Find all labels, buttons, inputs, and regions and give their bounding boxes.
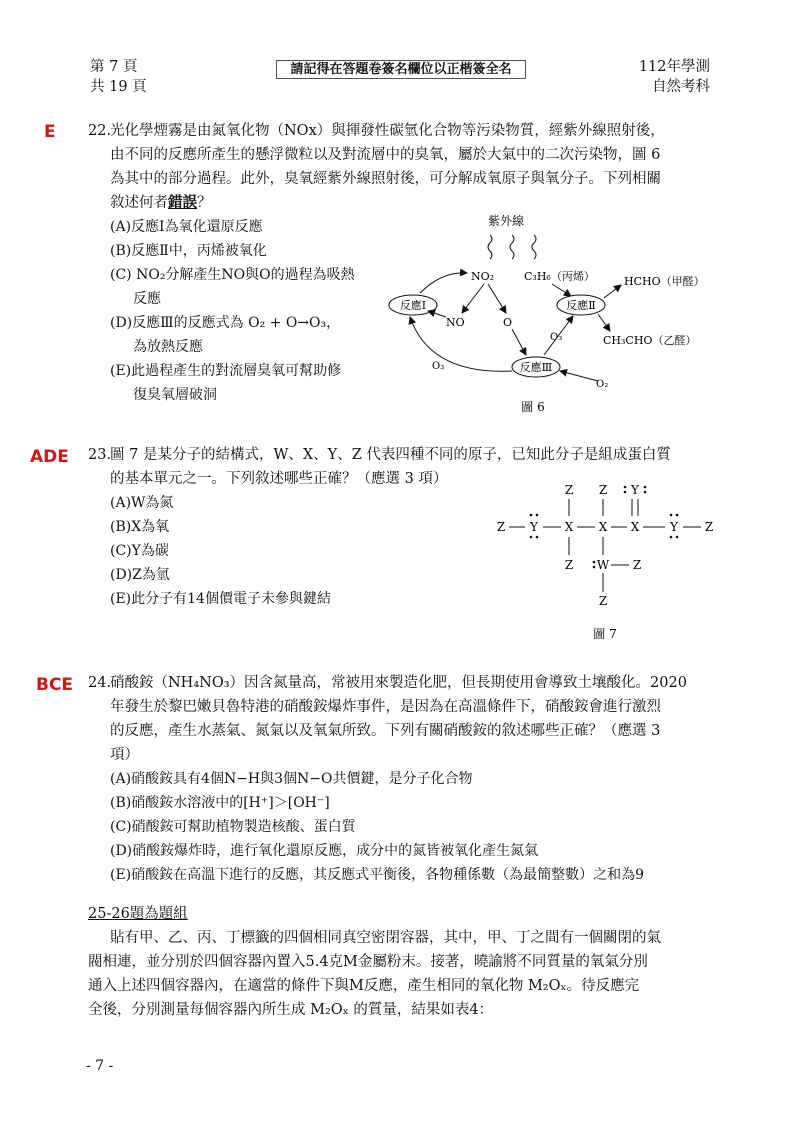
w-atom: W [596, 558, 610, 572]
page-number: 第 7 頁 [90, 59, 138, 75]
q22-stem-2: 由不同的反應所產生的懸浮微粒以及對流層中的臭氧，屬於大氣中的二次污染物，圖 6 [110, 147, 661, 163]
hcho-label: HCHO（甲醛） [624, 275, 705, 288]
x-2: X [598, 520, 608, 534]
q24-stem-4: 項） [110, 747, 139, 763]
group-title: 25-26題為題組 [88, 906, 188, 922]
uv-label: 紫外線 [488, 214, 525, 228]
q23-option-c: (C)Y為碳 [110, 543, 169, 559]
o-label: O [503, 316, 513, 329]
q24-stem-2: 年發生於黎巴嫩貝魯特港的硝酸銨爆炸事件，是因為在高溫條件下，硝酸銨會進行激烈 [110, 699, 661, 715]
q22-option-b: (B)反應Ⅱ中，丙烯被氧化 [110, 243, 267, 259]
q22-option-c-cont: 反應 [133, 291, 161, 307]
arrow-r2-to-acetaldehyde [598, 314, 610, 331]
reaction-3-label: 反應Ⅲ [519, 361, 553, 374]
reaction-1-label: 反應Ⅰ [399, 299, 427, 312]
propene-label: C₃H₆（丙烯） [524, 270, 595, 283]
y-right: Y [670, 520, 678, 534]
q22-option-c: (C) NO₂分解產生NO與O的過程為吸熱 [110, 267, 355, 283]
q24-stem-3: 的反應，產生水蒸氣、氮氣以及氧氣所致。下列有關硝酸銨的敘述哪些正確？（應選 3 [110, 723, 661, 739]
exam-year: 112年學測 [638, 59, 710, 75]
page-footer: - 7 - [86, 1058, 114, 1074]
answer-q23: ADE [30, 447, 69, 467]
q24-option-d: (D)硝酸銨爆炸時，進行氧化還原反應，成分中的氮皆被氧化產生氮氣 [110, 843, 539, 859]
z-bottom-1: Z [564, 558, 574, 572]
subject: 自然考科 [652, 79, 710, 95]
arrow-no2-to-no [462, 284, 484, 313]
y-left: Y [530, 520, 538, 534]
answer-q22: E [44, 122, 56, 142]
group-line-4: 全後，分別測量每個容器內所生成 M₂Oₓ 的質量，結果如表4： [88, 1002, 494, 1018]
q23-number: 23. [88, 447, 112, 463]
z-left: Z [496, 520, 506, 534]
arrow-r3-to-r2 [544, 316, 573, 355]
arrow-o-to-r3 [512, 329, 526, 355]
arrow-r2-to-hcho [604, 285, 621, 298]
acetaldehyde-label: CH₃CHO（乙醛） [603, 334, 697, 347]
o3-upper-label: O₃ [550, 332, 563, 343]
arrow-r1-to-no2 [420, 273, 467, 293]
o2-label: O₂ [596, 379, 609, 390]
z-w-right: Z [632, 558, 642, 572]
y-top: Y [631, 483, 639, 497]
q24-option-e: (E)硝酸銨在高溫下進行的反應，其反應式平衡後，各物種係數（為最簡整數）之和為9 [110, 867, 645, 883]
emphasis-wrong: 錯誤 [168, 194, 197, 211]
arrow-no-to-r1 [428, 311, 446, 317]
q22-number: 22. [88, 123, 112, 139]
q23-stem-1: 圖 7 是某分子的結構式，W、X、Y、Z 代表四種不同的原子，已知此分子是組成蛋白質 [110, 447, 671, 463]
q24-option-b: (B)硝酸銨水溶液中的[H⁺]＞[OH⁻] [110, 795, 330, 811]
q24-stem-1: 硝酸銨（NH₄NO₃）因含氮量高，常被用來製造化肥，但長期使用會導致土壤酸化。2020 [110, 675, 687, 691]
q23-option-e: (E)此分子有14個價電子未參與鍵結 [110, 591, 331, 607]
q24-option-c: (C)硝酸銨可幫助植物製造核酸、蛋白質 [110, 819, 356, 835]
answer-q24: BCE [36, 675, 74, 695]
arrow-no2-to-o [488, 284, 506, 313]
q22-option-d: (D)反應Ⅲ的反應式為 O₂ + O→O₃， [110, 315, 341, 331]
arrow-propene-to-r2 [552, 284, 571, 296]
group-line-1: 貼有甲、乙、丙、丁標籤的四個相同真空密閉容器，其中，甲、丁之間有一個關閉的氣 [110, 930, 661, 946]
figure-7-caption: 圖 7 [593, 627, 617, 641]
no-label: NO [446, 316, 465, 329]
z-right: Z [704, 520, 714, 534]
arrow-o2-to-r3 [560, 371, 598, 381]
q22-stem-4: 敘述何者錯誤？ [110, 194, 212, 211]
figure-7-structure [485, 478, 725, 646]
group-line-3: 通入上述四個容器內，在適當的條件下與M反應，產生相同的氧化物 M₂Oₓ。待反應完 [88, 978, 640, 994]
uv-wave-2 [510, 235, 514, 259]
q22-stem-1: 光化學煙霧是由氮氧化物（NOx）與揮發性碳氫化合物等污染物質，經紫外線照射後， [110, 123, 665, 139]
q22-option-e: (E)此過程產生的對流層臭氧可幫助修 [110, 363, 342, 379]
reaction-2-label: 反應Ⅱ [566, 299, 596, 312]
x-1: X [564, 520, 574, 534]
uv-wave-1 [488, 235, 492, 259]
q22-option-e-cont: 復臭氧層破洞 [133, 387, 217, 403]
uv-wave-3 [532, 235, 536, 259]
x-3: X [630, 520, 640, 534]
z-w-bottom: Z [598, 594, 608, 608]
q23-option-d: (D)Z為氫 [110, 567, 170, 583]
z-top-1: Z [564, 483, 574, 497]
figure-6-caption: 圖 6 [521, 400, 545, 414]
q22-option-a: (A)反應Ⅰ為氧化還原反應 [110, 219, 263, 235]
signature-notice: 請記得在答題卷簽名欄位以正楷簽全名 [276, 60, 526, 79]
q23-option-a: (A)W為氮 [110, 495, 174, 511]
q23-stem-2: 的基本單元之一。下列敘述哪些正確？（應選 3 項） [110, 471, 448, 487]
z-top-2: Z [598, 483, 608, 497]
q22-option-d-cont: 為放熱反應 [133, 339, 203, 355]
q24-option-a: (A)硝酸銨具有4個N−H與3個N−O共價鍵，是分子化合物 [110, 771, 473, 787]
q24-number: 24. [88, 675, 112, 691]
total-pages: 共 19 頁 [90, 79, 147, 95]
q22-stem-3: 為其中的部分過程。此外，臭氧經紫外線照射後，可分解成氧原子與氧分子。下列相關 [110, 171, 661, 187]
q23-option-b: (B)X為氧 [110, 519, 170, 535]
group-line-2: 閥相連，並分別於四個容器內置入5.4克M金屬粉末。接著，曉諭將不同質量的氧氣分別 [88, 954, 648, 970]
no2-label: NO₂ [471, 270, 495, 283]
o3-lower-label: O₃ [432, 361, 445, 372]
figure-6-diagram [380, 205, 710, 420]
